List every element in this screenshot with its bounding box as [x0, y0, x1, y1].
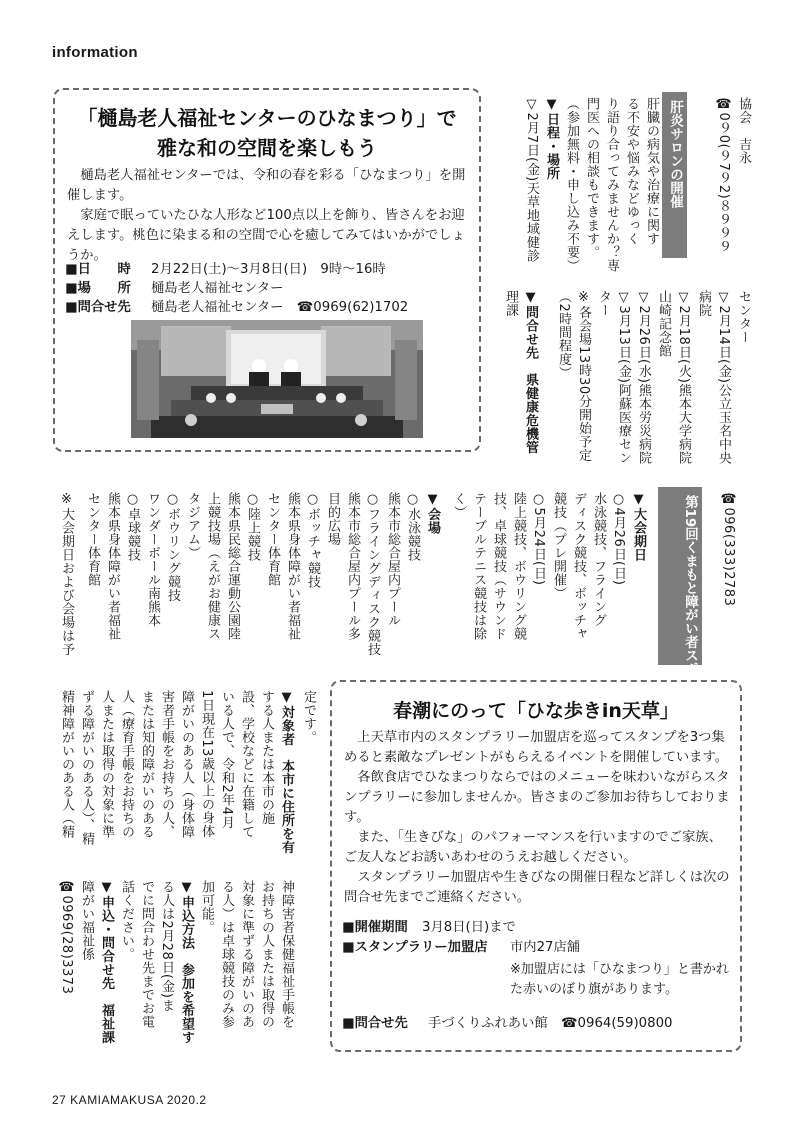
hina-dolls-photo [131, 320, 423, 438]
vt-col11: ▽2月14日(金)公立玉名中央 [716, 290, 731, 465]
vb-col7: 障がいのある人（身体障 [179, 690, 194, 839]
vm-col8: 陸上競技、ボウリング競 [511, 492, 526, 641]
vb-col10: 人（療育手帳をお持ちの [119, 690, 134, 839]
vm-col25: ○ボウリング競技 [165, 492, 180, 602]
vt-col20: ▼問合せ先 県健康危機管 [523, 290, 538, 454]
vb-col5: いる人で、令和2年4月 [219, 690, 234, 830]
vm-col26: ワンダーボール南熊本 [145, 492, 160, 627]
vm-col22: 熊本県民総合運動公園陸 [225, 492, 240, 641]
vm-col17: 目的広場 [325, 492, 340, 546]
vt-col14: 山崎記念館 [656, 290, 671, 358]
vm-col24: タジアム） [185, 492, 200, 560]
vt-col19: （2時間程度） [556, 290, 571, 380]
vt-col17: ター [596, 290, 611, 317]
vb-col2: ▼対象者 本市に住所を有 [279, 690, 294, 854]
vb-col21: でに問合わせ先までお電 [139, 880, 154, 1029]
vt-col10: センター [736, 290, 751, 344]
hina-para1: 樋島老人福祉センターでは、令和の春を彩る「ひなまつり」を開催します。 [67, 168, 466, 203]
stamp-para3: また、「生きびな」のパフォーマンスを行いますのでご家族、ご友人などお誘いあわせのうえお越しください。 [344, 830, 722, 865]
vb-col8: 害者手帳をお持ちの人、 [159, 690, 174, 839]
stamp-contact-label: ■問合せ先 [342, 1016, 408, 1031]
stamp-body [344, 728, 730, 908]
vt-col21: 理課 [503, 290, 518, 317]
section-header: information [52, 44, 138, 61]
stamp-shops-value: 市内27店舗 [510, 940, 581, 955]
hina-date-value: 2月22日(土)～3月8日(日) 9時～16時 [151, 262, 386, 277]
hina-contact-value: 樋島老人福祉センター ☎0969(62)1702 [151, 300, 409, 315]
vm-col6: 競技（プレ開催） [551, 492, 566, 600]
vm-col29: センター体育館 [85, 492, 100, 587]
stamp-para2: 各飲食店でひなまつりならではのメニューを味わいながらスタンプラリーに参加しませんか。皆さまのご参加お待ちしております。 [344, 770, 730, 825]
vt-col7: （参加無料・申し込み不要） [564, 97, 579, 273]
vb-col11: 人または取得の対象に準 [99, 690, 114, 839]
stamp-contact-row [342, 1014, 673, 1033]
vt-col12: 病院 [696, 290, 711, 317]
hina-date-row [65, 260, 386, 279]
stamp-title: 春潮にのって「ひな歩きin天草」 [393, 700, 679, 722]
vb-col1: 定です。 [301, 690, 316, 744]
page-footer: 27 KAMIAMAKUSA 2020.2 [52, 1093, 207, 1107]
vb-col4: 設、学校などに在籍して [239, 690, 254, 839]
stamp-contact-value: 手づくりふれあい館 ☎0964(59)0800 [428, 1016, 673, 1031]
vb-col22: 話ください。 [119, 880, 134, 961]
vm-col27: ○卓球競技 [125, 492, 140, 562]
vm-col12: ▼会場 [425, 492, 440, 535]
stamp-shops-row [342, 938, 580, 957]
stamp-shops-note: ※加盟店には「ひなまつり」と書かれた赤いのぼり旗があります。 [510, 962, 729, 997]
vb-col14: 神障害者保健福祉手帳を [279, 880, 294, 1029]
hina-date-label: ■日 時 [65, 262, 131, 277]
vt-col13: ▽2月18日(火)熊本大学病院 [676, 290, 691, 465]
vt-band-hepatitis-salon: 肝炎サロンの開催 [662, 92, 687, 258]
vt-col8: ▼日程・場所 [544, 97, 559, 180]
vb-col6: 1日現在13歳以上の身体 [199, 690, 214, 838]
stamp-rally-box [330, 680, 742, 1052]
hina-event-box [53, 88, 481, 452]
vt-col3: 肝臓の病気や治療に関す [644, 97, 659, 246]
stamp-para1: 上天草市内のスタンプラリー加盟店を巡ってスタンプを3つ集めると素敵なプレゼントがもらえるイベントを開催しています。 [344, 730, 729, 765]
vm-col9: 技、卓球競技（サウンド [491, 492, 506, 641]
vm-col30: ※大会期日および会場は予 [59, 492, 74, 656]
vm-col10: テーブルテニス競技は除 [471, 492, 486, 641]
vm-band-sports-meet: 第19回くまもと障がい者スポーツ大会の開催 [658, 487, 702, 665]
vb-col13: 精神障がいのある人（精 [59, 690, 74, 839]
vb-col12: ずる障がいのある人）、精 [79, 690, 94, 846]
vm-col21: ○陸上競技 [245, 492, 260, 562]
vm-col3: ○4月26日(日) [611, 492, 626, 586]
vb-col3: する人または本市の施 [259, 690, 274, 825]
stamp-shops-label: ■スタンプラリー加盟店 [342, 940, 488, 955]
vm-col13: ○水泳競技 [405, 492, 420, 562]
vb-col16: 対象に準ずる障がいのあ [239, 880, 254, 1029]
hina-dolls-illustration [131, 320, 423, 438]
vb-col18: 加可能。 [199, 880, 214, 934]
stamp-para4: スタンプラリー加盟店や生きびなの開催日程など詳しくは次の問合せ先までご連絡ください。 [344, 870, 730, 905]
vb-col15: お持ちの人または取得の [259, 880, 274, 1029]
vm-col16: 熊本市総合屋内プール多 [345, 492, 360, 641]
vb-col23: ▼申込・問合せ先 福祉課 [99, 880, 114, 1044]
vm-col4: 水泳競技、フライング [591, 492, 606, 627]
stamp-period-value: 3月8日(日)まで [422, 920, 516, 935]
hina-place-row [65, 279, 283, 298]
vb-col24: 障がい福祉係 [79, 880, 94, 961]
vm-col19: 熊本県身体障がい者福祉 [285, 492, 300, 641]
vm-col1: ☎096(333)2783 [721, 492, 736, 607]
vt-col1: 協会 吉永 [736, 97, 751, 165]
hina-contact-label: ■問合せ先 [65, 300, 131, 315]
vb-col20: る人は2月28日(金)ま [159, 880, 174, 1012]
vb-col25: ☎0969(28)3373 [59, 880, 74, 995]
hina-title-line1: 「樋島老人福祉センターのひなまつり」で [77, 106, 457, 130]
vt-col18: ※各会場13時30分開始予定 [576, 290, 591, 463]
vm-col5: ディスク競技、ボッチャ [571, 492, 586, 641]
hina-contact-row [65, 298, 408, 317]
stamp-period-row [342, 918, 516, 937]
vb-col9: または知的障がいのある [139, 690, 154, 839]
vt-col16: ▽3月13日(金)阿蘇医療セン [616, 290, 631, 465]
vm-col2: ▼大会期日 [631, 492, 646, 562]
vm-col15: ○フライングディスク競技 [365, 492, 380, 656]
vm-col28: 熊本県身体障がい者福祉 [105, 492, 120, 641]
vt-col4: る不安や悩みなどゆっく [624, 97, 639, 246]
hina-body [67, 166, 467, 266]
vt-col9: ▽2月7日(金)天草地域健診 [524, 97, 539, 263]
vm-col18: ○ボッチャ競技 [305, 492, 320, 589]
vt-col5: り語り合ってみませんか？専 [604, 97, 619, 273]
vm-col23: 上競技場（えがお健康ス [205, 492, 220, 641]
hina-place-value: 樋島老人福祉センター [151, 281, 284, 296]
vm-col11: く） [451, 492, 466, 519]
stamp-period-label: ■開催期間 [342, 920, 408, 935]
vm-col7: ○5月24日(日) [531, 492, 546, 586]
vb-col17: る人）は卓球競技のみ参 [219, 880, 234, 1029]
hina-title-line2: 雅な和の空間を楽しもう [157, 136, 377, 160]
hina-place-label: ■場 所 [65, 281, 131, 296]
vt-col6: 門医への相談もできます。 [584, 97, 599, 259]
vt-col15: ▽2月26日(水)熊本労災病院 [636, 290, 651, 465]
vm-col20: センター体育館 [265, 492, 280, 587]
vt-col2: ☎0９0(９7９2)８９９９ [716, 97, 731, 254]
vm-col14: 熊本市総合屋内プール [385, 492, 400, 627]
vb-col19: ▼申込方法 参加を希望す [179, 880, 194, 1044]
hina-para2: 家庭で眠っていたひな人形など100点以上を飾り、皆さんをお迎えします。桃色に染まる和の空間で心を癒してみてはいかがでしょうか。 [67, 208, 465, 263]
